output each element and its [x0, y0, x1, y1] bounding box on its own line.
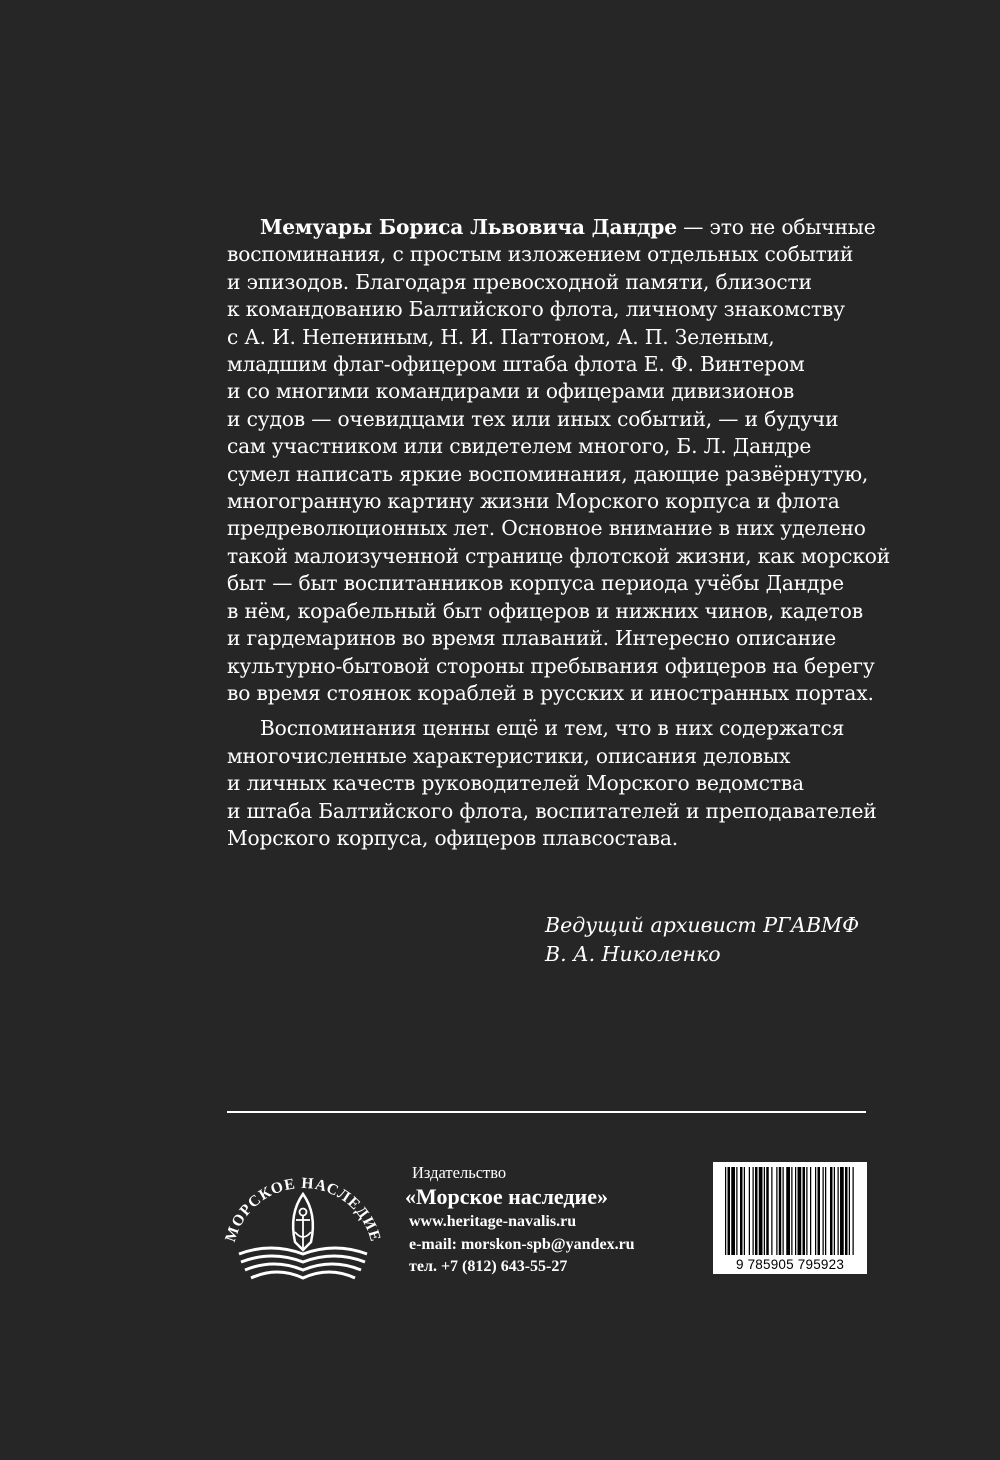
publisher-info [404, 1163, 635, 1279]
blurb-line: в нём, корабельный быт офицеров и нижних чинов, кадетов [227, 598, 863, 623]
blurb-line: и гардемаринов во время плаваний. Интересно описание [227, 626, 837, 651]
blurb-line: сумел написать яркие воспоминания, дающие развёрнутую, [227, 461, 869, 486]
blurb-line: многогранную картину жизни Морского корпуса и флота [227, 489, 840, 514]
blurb-line: к командованию Балтийского флота, личному знакомству [227, 297, 845, 322]
blurb-line: и судов — очевидцами тех или иных событий, — и будучи [227, 406, 839, 431]
blurb-line: и штаба Балтийского флота, воспитателей и преподавателей [227, 798, 877, 823]
divider [227, 1111, 866, 1113]
signature-name: В. А. Николенко [545, 942, 721, 966]
signature-role: Ведущий архивист РГАВМФ [545, 913, 860, 937]
back-cover-blurb [227, 214, 891, 852]
publisher-website: www.heritage-navalis.ru [409, 1213, 577, 1230]
publisher-name: «Морское наследие» [405, 1184, 608, 1209]
pen-nib-anchor-book-icon [219, 1150, 387, 1285]
blurb-line: с А. И. Непениным, Н. И. Паттоном, А. П. Зеленым, [227, 324, 775, 349]
blurb-line: и со многими командирами и офицерами дивизионов [227, 379, 795, 404]
isbn-barcode [713, 1162, 867, 1274]
logo-arc-text: МОРСКОЕ НАСЛЕДИЕ [221, 1174, 384, 1245]
blurb-line: во время стоянок кораблей в русских и иностранных портах. [227, 680, 874, 705]
publisher-email: e-mail: morskon-spb@yandex.ru [409, 1235, 635, 1253]
blurb-line: младшим флаг-офицером штаба флота Е. Ф. Винтером [227, 352, 805, 377]
signature [545, 911, 859, 969]
blurb-line: и эпизодов. Благодаря превосходной памяти, близости [227, 269, 812, 294]
blurb-line: культурно-бытовой стороны пребывания офицеров на берегу [227, 653, 875, 678]
publisher-logo [219, 1150, 387, 1285]
blurb-line: воспоминания, с простым изложением отдельных событий [227, 242, 854, 267]
blurb-line: сам участником или свидетелем многого, Б. Л. Дандре [227, 434, 812, 459]
blurb-line: быт — быт воспитанников корпуса периода учёбы Дандре [227, 571, 844, 596]
blurb-lead-rest: — это не обычные [676, 215, 876, 239]
blurb-line: многочисленные характеристики, описания деловых [227, 743, 791, 768]
publisher-kicker: Издательство [412, 1163, 507, 1182]
blurb-line: и личных качеств руководителей Морского ведомства [227, 771, 804, 796]
blurb-paragraph-2 [227, 715, 877, 852]
blurb-line: такой малоизученной странице флотской жизни, как морской [227, 543, 891, 568]
blurb-line: предреволюционных лет. Основное внимание в них уделено [227, 516, 866, 541]
blurb-line: Морского корпуса, офицеров плавсостава. [227, 825, 678, 850]
isbn-digits: 9 785905 795923 [735, 1257, 845, 1272]
blurb-paragraph-1 [227, 214, 891, 707]
blurb-line: Воспоминания ценны ещё и тем, что в них содержатся [260, 716, 845, 741]
blurb-lead: Мемуары Бориса Львовича Дандре [260, 215, 677, 239]
publisher-phone: тел. +7 (812) 643-55-27 [409, 1258, 568, 1275]
blurb-line [227, 214, 876, 241]
